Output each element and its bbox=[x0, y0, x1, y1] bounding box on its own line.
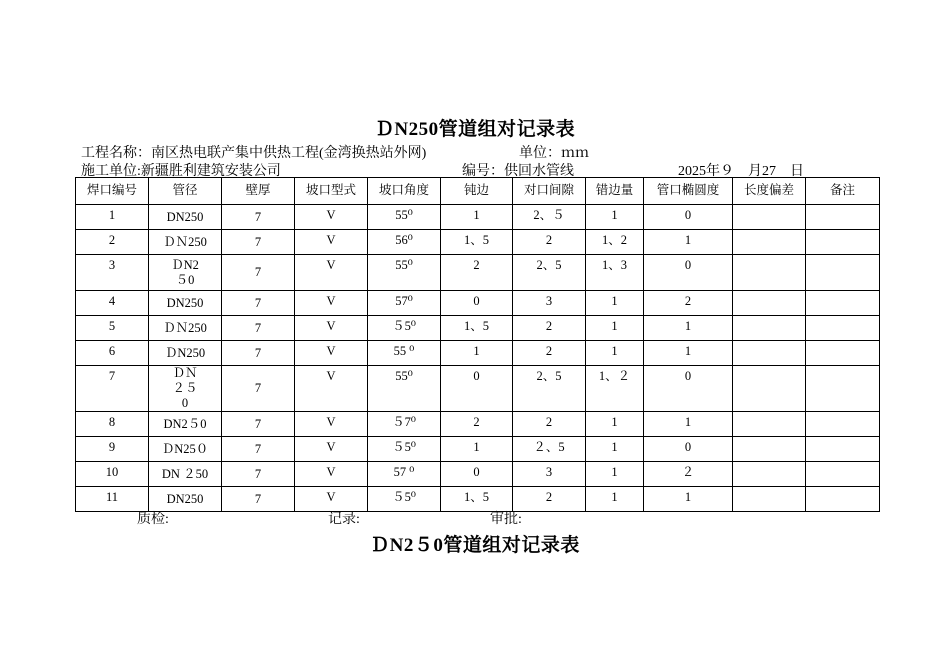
table-cell: DN250 bbox=[149, 291, 222, 316]
table-cell: 1 bbox=[441, 437, 513, 462]
table-cell: 1 bbox=[644, 341, 733, 366]
column-header: 长度偏差 bbox=[733, 178, 806, 205]
table-cell: ＤＮ250 bbox=[149, 316, 222, 341]
approver-label: 审批: bbox=[490, 512, 522, 527]
table-cell bbox=[733, 487, 806, 512]
table-cell: 1、２ bbox=[586, 366, 644, 412]
table-row bbox=[76, 462, 880, 487]
table-cell: V bbox=[295, 437, 368, 462]
table-cell: 0 bbox=[644, 205, 733, 230]
recorder-label: 记录: bbox=[328, 512, 360, 527]
table-cell: 55⁰ bbox=[368, 366, 441, 412]
table-cell: 2 bbox=[513, 412, 586, 437]
table-cell: ５5⁰ bbox=[368, 316, 441, 341]
table-row bbox=[76, 316, 880, 341]
table-cell: 55⁰ bbox=[368, 205, 441, 230]
table-cell: 55 ⁰ bbox=[368, 341, 441, 366]
table-cell: 1 bbox=[644, 487, 733, 512]
table-cell: 1 bbox=[586, 291, 644, 316]
table-cell: 0 bbox=[441, 462, 513, 487]
table-cell: 1、5 bbox=[441, 230, 513, 255]
table-cell: 1 bbox=[586, 205, 644, 230]
table-cell: 56⁰ bbox=[368, 230, 441, 255]
table-cell: V bbox=[295, 366, 368, 412]
table-row bbox=[76, 487, 880, 512]
unit-label: 单位：ｍｍ bbox=[519, 146, 589, 161]
table-cell: 1、2 bbox=[586, 230, 644, 255]
column-header: 坡口型式 bbox=[295, 178, 368, 205]
table-cell: 1 bbox=[644, 412, 733, 437]
table-header-row bbox=[76, 178, 880, 205]
table-row bbox=[76, 291, 880, 316]
column-header: 钝边 bbox=[441, 178, 513, 205]
column-header: 管口椭圆度 bbox=[644, 178, 733, 205]
table-cell: 1 bbox=[441, 205, 513, 230]
table-cell: 7 bbox=[222, 230, 295, 255]
table-cell bbox=[806, 316, 880, 341]
table-cell: V bbox=[295, 341, 368, 366]
column-header: 备注 bbox=[806, 178, 880, 205]
column-header: 管径 bbox=[149, 178, 222, 205]
table-cell: 1、5 bbox=[441, 316, 513, 341]
table-row bbox=[76, 437, 880, 462]
table-cell: ＤＮ250 bbox=[149, 230, 222, 255]
table-cell: 6 bbox=[76, 341, 149, 366]
column-header: 对口间隙 bbox=[513, 178, 586, 205]
table-cell: 0 bbox=[441, 291, 513, 316]
record-date: 2025年９ 月27 日 bbox=[678, 164, 804, 179]
records-table bbox=[75, 177, 880, 512]
table-cell: 2 bbox=[76, 230, 149, 255]
table-cell: 9 bbox=[76, 437, 149, 462]
table-cell: DN250 bbox=[149, 487, 222, 512]
table-row bbox=[76, 412, 880, 437]
table-cell: 1、5 bbox=[441, 487, 513, 512]
table-cell: 7 bbox=[222, 205, 295, 230]
table-cell: 0 bbox=[644, 366, 733, 412]
table-cell: 2 bbox=[513, 316, 586, 341]
table-cell: 2 bbox=[513, 341, 586, 366]
table-cell: 57⁰ bbox=[368, 291, 441, 316]
table-cell: 10 bbox=[76, 462, 149, 487]
column-header: 壁厚 bbox=[222, 178, 295, 205]
table-cell: 3 bbox=[513, 462, 586, 487]
table-cell: 1 bbox=[441, 341, 513, 366]
column-header: 坡口角度 bbox=[368, 178, 441, 205]
table-cell: ＤN250 bbox=[149, 341, 222, 366]
table-cell bbox=[733, 316, 806, 341]
table-cell: 0 bbox=[644, 255, 733, 291]
table-cell: 7 bbox=[222, 366, 295, 412]
table-cell: ５5⁰ bbox=[368, 437, 441, 462]
table-cell: 1 bbox=[586, 341, 644, 366]
table-cell bbox=[806, 487, 880, 512]
table-cell: V bbox=[295, 205, 368, 230]
table-cell bbox=[733, 230, 806, 255]
table-cell: 1 bbox=[586, 412, 644, 437]
record-number: 编号：供回水管线 bbox=[462, 164, 574, 179]
next-page-title: ＤN2５0管道组对记录表 bbox=[370, 535, 580, 556]
table-row bbox=[76, 366, 880, 412]
table-cell: 3 bbox=[513, 291, 586, 316]
table-cell: V bbox=[295, 487, 368, 512]
table-cell bbox=[806, 366, 880, 412]
table-cell bbox=[733, 341, 806, 366]
table-cell bbox=[806, 255, 880, 291]
table-cell: 7 bbox=[222, 462, 295, 487]
table-row bbox=[76, 341, 880, 366]
table-cell: 7 bbox=[222, 341, 295, 366]
table-cell: 2 bbox=[644, 291, 733, 316]
table-cell: 7 bbox=[222, 316, 295, 341]
table-cell bbox=[733, 412, 806, 437]
table-cell: 1 bbox=[76, 205, 149, 230]
table-cell: 1 bbox=[586, 487, 644, 512]
table-cell: ＤN2５0 bbox=[149, 255, 222, 291]
table-cell bbox=[733, 291, 806, 316]
table-cell: 5 bbox=[76, 316, 149, 341]
table-cell bbox=[806, 462, 880, 487]
table-cell: 1 bbox=[644, 316, 733, 341]
project-name: 工程名称：南区热电联产集中供热工程(金湾换热站外网) bbox=[81, 146, 427, 161]
table-cell bbox=[733, 205, 806, 230]
table-cell: 1 bbox=[644, 230, 733, 255]
table-cell: V bbox=[295, 230, 368, 255]
table-cell: 1 bbox=[586, 316, 644, 341]
table-cell bbox=[806, 291, 880, 316]
table-cell: 7 bbox=[222, 291, 295, 316]
table-cell: V bbox=[295, 462, 368, 487]
table-cell: 0 bbox=[644, 437, 733, 462]
table-cell: DN250 bbox=[149, 205, 222, 230]
table-cell: 11 bbox=[76, 487, 149, 512]
table-cell bbox=[806, 341, 880, 366]
table-cell: ２、5 bbox=[513, 437, 586, 462]
table-cell: 57 ⁰ bbox=[368, 462, 441, 487]
table-cell: 7 bbox=[76, 366, 149, 412]
table-cell: 2 bbox=[513, 230, 586, 255]
table-cell: 2、５ bbox=[513, 205, 586, 230]
column-header: 焊口编号 bbox=[76, 178, 149, 205]
table-row bbox=[76, 255, 880, 291]
table-cell: 7 bbox=[222, 487, 295, 512]
table-row bbox=[76, 230, 880, 255]
table-cell bbox=[806, 437, 880, 462]
table-cell bbox=[733, 366, 806, 412]
table-cell: 7 bbox=[222, 412, 295, 437]
table-cell: V bbox=[295, 316, 368, 341]
table-cell bbox=[806, 412, 880, 437]
table-cell: DN ２50 bbox=[149, 462, 222, 487]
table-cell: 2 bbox=[441, 412, 513, 437]
table-cell bbox=[806, 205, 880, 230]
table-cell: V bbox=[295, 412, 368, 437]
table-cell: V bbox=[295, 291, 368, 316]
column-header: 错边量 bbox=[586, 178, 644, 205]
table-cell: 2 bbox=[441, 255, 513, 291]
table-cell: 2、5 bbox=[513, 255, 586, 291]
table-cell: ５5⁰ bbox=[368, 487, 441, 512]
table-row bbox=[76, 205, 880, 230]
table-cell bbox=[733, 437, 806, 462]
table-cell: V bbox=[295, 255, 368, 291]
table-cell: 4 bbox=[76, 291, 149, 316]
table-cell bbox=[806, 230, 880, 255]
table-cell: 7 bbox=[222, 255, 295, 291]
contractor-name: 施工单位:新疆胜利建筑安装公司 bbox=[81, 164, 281, 179]
table-cell bbox=[733, 255, 806, 291]
table-cell: 55⁰ bbox=[368, 255, 441, 291]
table-cell: 8 bbox=[76, 412, 149, 437]
table-cell: ２ bbox=[644, 462, 733, 487]
table-cell: 3 bbox=[76, 255, 149, 291]
table-cell: ＤＮ２５0 bbox=[149, 366, 222, 412]
table-cell: 2 bbox=[513, 487, 586, 512]
table-cell: 0 bbox=[441, 366, 513, 412]
table-cell bbox=[733, 462, 806, 487]
table-cell: ＤN25０ bbox=[149, 437, 222, 462]
table-cell: DN2５0 bbox=[149, 412, 222, 437]
table-cell: ５7⁰ bbox=[368, 412, 441, 437]
table-cell: 1、3 bbox=[586, 255, 644, 291]
table-cell: 7 bbox=[222, 437, 295, 462]
table-cell: 1 bbox=[586, 437, 644, 462]
table-cell: 1 bbox=[586, 462, 644, 487]
page-title: ＤN250管道组对记录表 bbox=[374, 119, 576, 140]
inspector-label: 质检: bbox=[137, 512, 169, 527]
table-cell: 2、5 bbox=[513, 366, 586, 412]
